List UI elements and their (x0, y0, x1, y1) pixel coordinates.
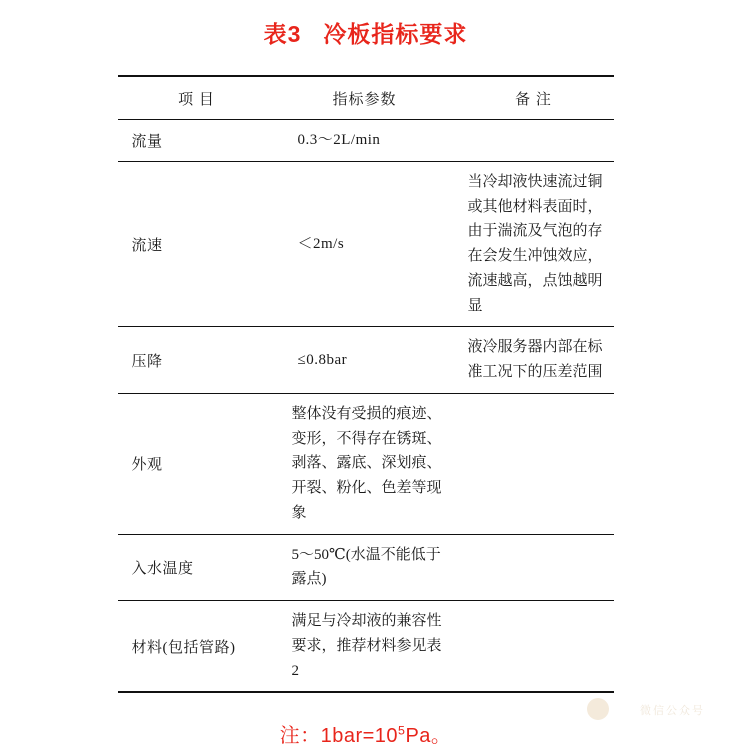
table-head (118, 76, 614, 120)
table-number: 表3 (263, 21, 302, 47)
footnote-exponent: 5 (398, 723, 406, 738)
table-footnote (0, 719, 731, 748)
footnote-suffix: Pa。 (405, 725, 452, 748)
cell-remark: 当冷却液快速流过铜或其他材料表面时，由于湍流及气泡的存在会发生冲蚀效应，流速越高，点蚀越明显 (467, 173, 603, 314)
table-row (118, 534, 614, 601)
table-row (118, 393, 614, 534)
cell-remark (454, 393, 614, 534)
spec-table (118, 75, 614, 693)
cell-remark (454, 601, 614, 693)
page-title (0, 0, 731, 49)
table-body (118, 120, 614, 693)
cell-remark (454, 120, 614, 162)
cell-item: 入水温度 (131, 560, 194, 577)
spec-table-container (118, 75, 614, 693)
cell-parameter: ≤0.8bar (297, 351, 348, 368)
cell-item: 流速 (131, 237, 163, 254)
table-caption: 冷板指标要求 (323, 21, 468, 47)
cell-item: 压降 (131, 353, 163, 370)
cell-parameter: 0.3～2L/min (297, 132, 381, 148)
cell-remark: 液冷服务器内部在标准工况下的压差范围 (467, 339, 603, 380)
cell-item: 材料(包括管路) (131, 639, 236, 656)
table-row (118, 601, 614, 693)
cell-parameter: 满足与冷却液的兼容性要求，推荐材料参见表2 (291, 613, 442, 679)
table-header-row (118, 76, 614, 120)
table-row (118, 327, 614, 394)
table-row (118, 161, 614, 327)
column-header-parameter: 指标参数 (276, 76, 454, 120)
cell-parameter: 5～50℃(水温不能低于露点) (291, 546, 441, 588)
table-row (118, 120, 614, 162)
cell-parameter: ＜2m/s (297, 235, 345, 252)
cell-item: 外观 (131, 457, 163, 474)
footnote-prefix: 注：1bar=10 (279, 725, 399, 748)
cell-parameter: 整体没有受损的痕迹、变形，不得存在锈斑、剥落、露底、深划痕、开裂、粉化、色差等现象 (291, 405, 442, 521)
watermark-logo-icon (587, 698, 609, 720)
cell-item: 流量 (131, 133, 163, 150)
cell-remark (454, 534, 614, 601)
column-header-item: 项 目 (118, 76, 276, 120)
column-header-remark: 备 注 (454, 76, 614, 120)
watermark-label: 微信公众号 (640, 705, 705, 717)
